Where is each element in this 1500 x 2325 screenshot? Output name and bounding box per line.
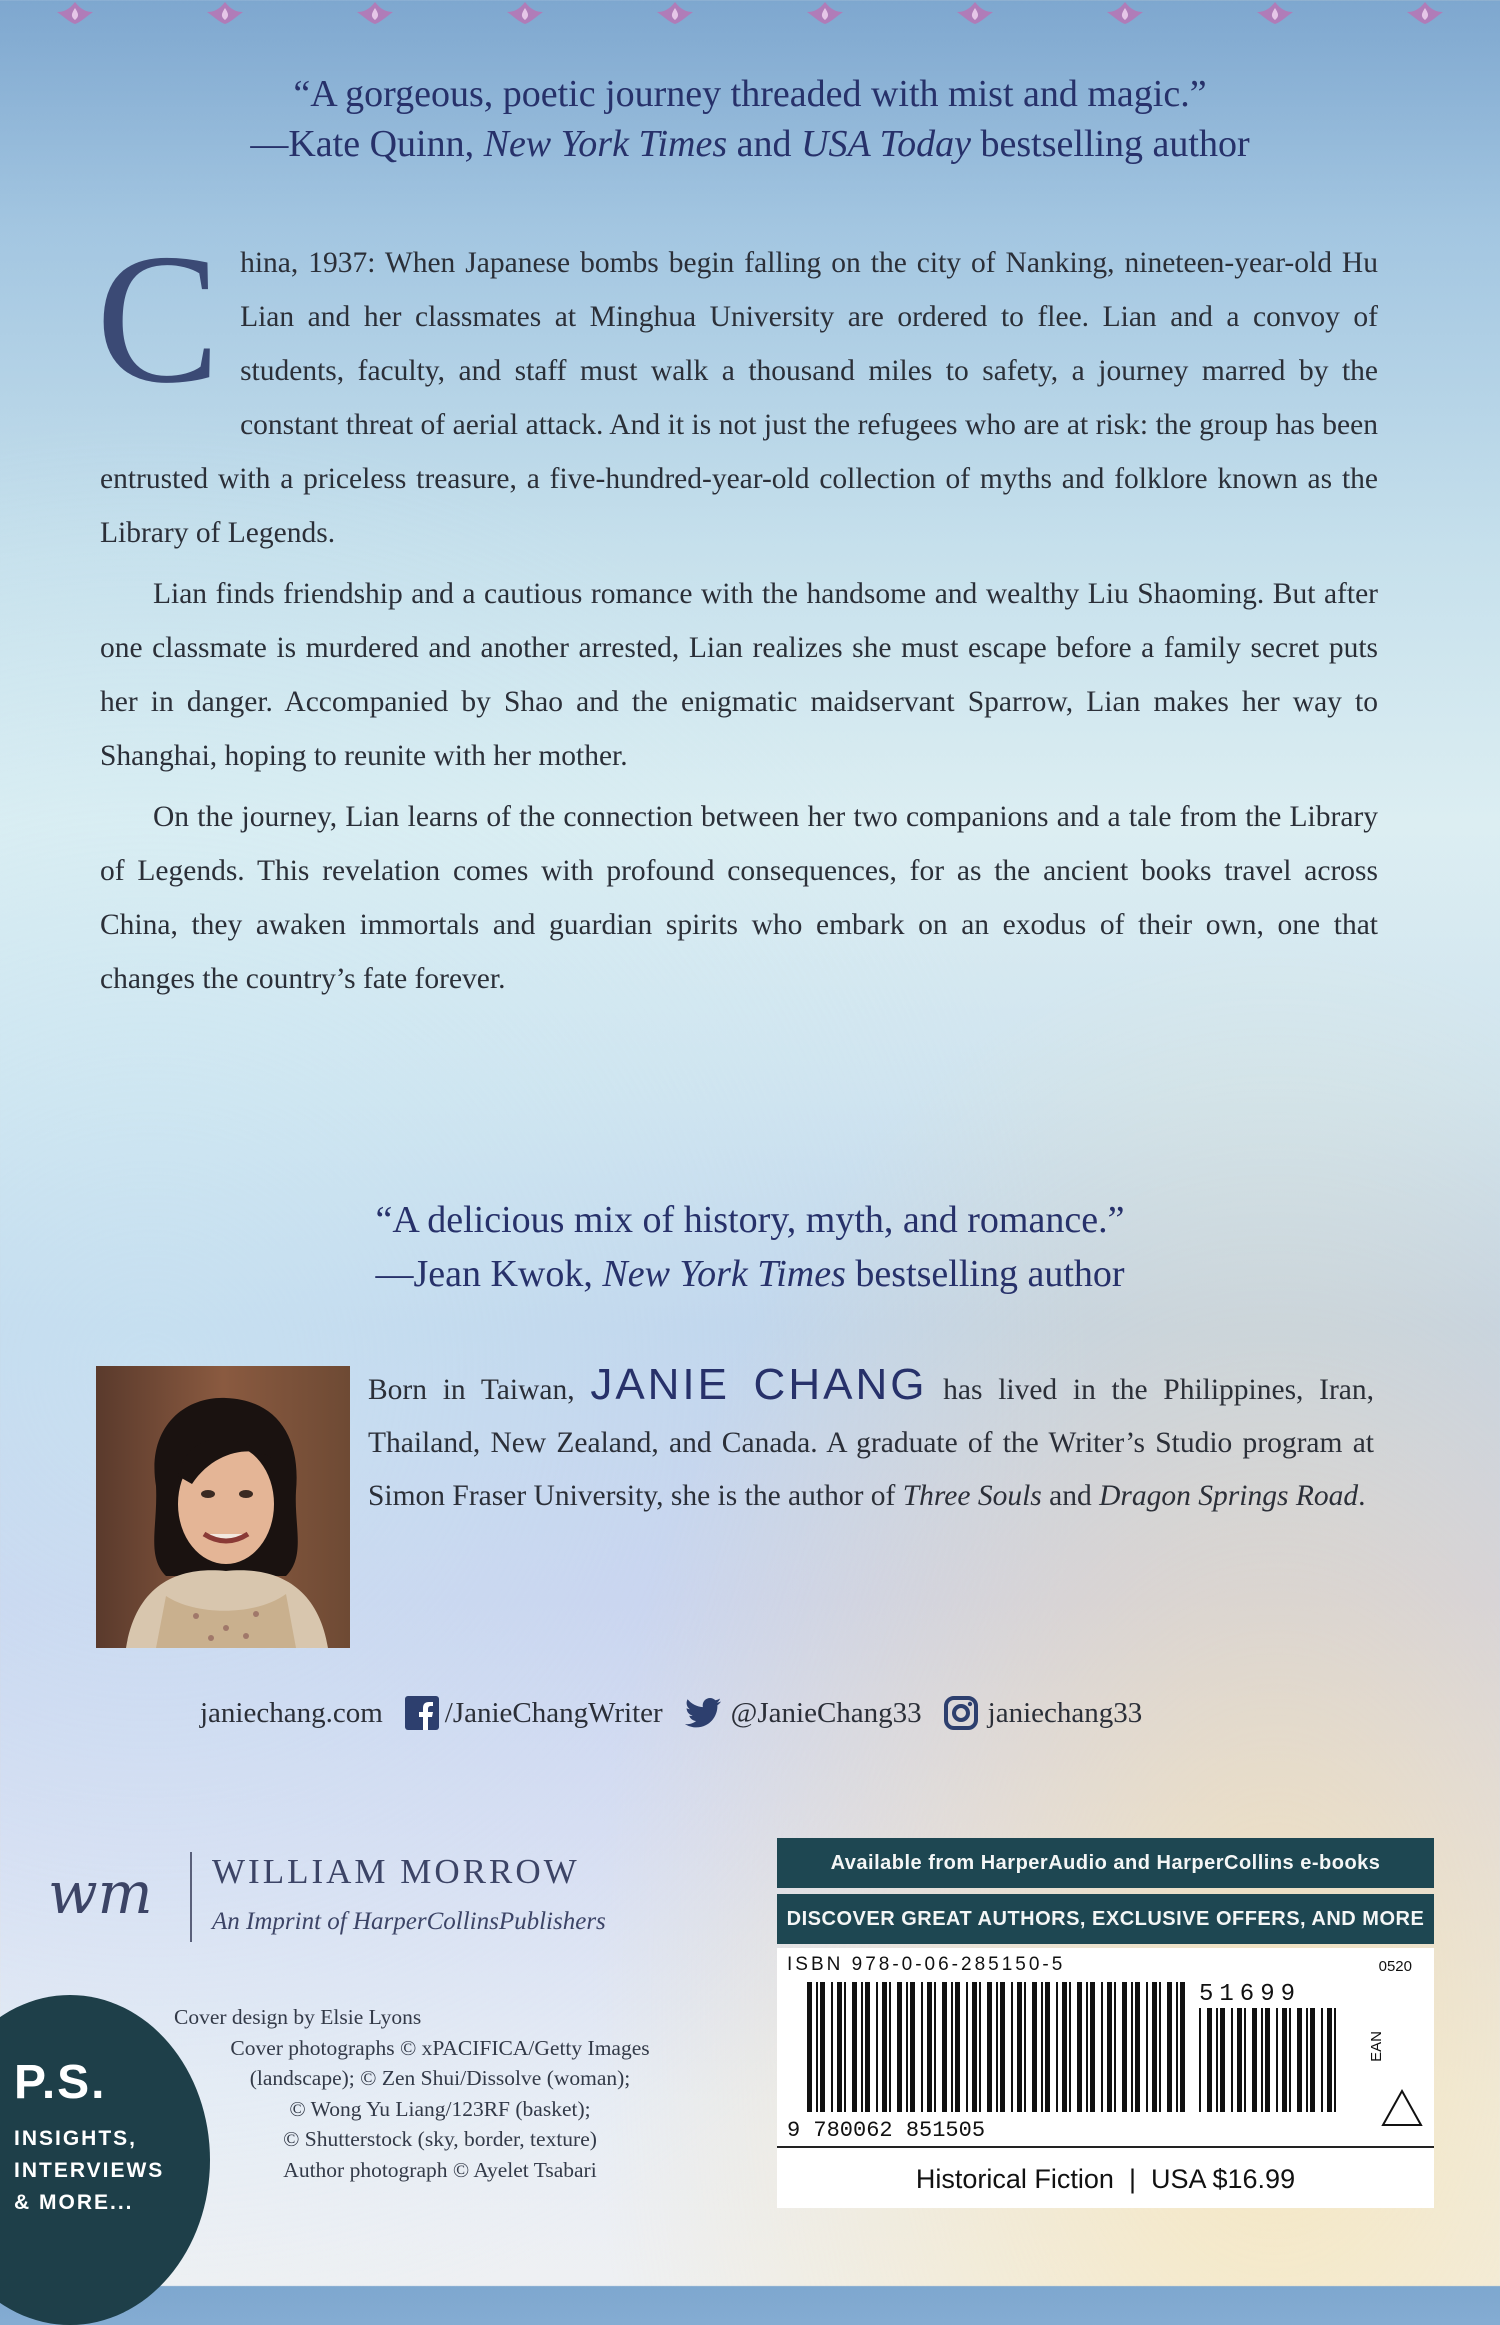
barcode-bar bbox=[1107, 1982, 1112, 2112]
barcode-bar bbox=[1244, 2008, 1246, 2112]
barcode-bar bbox=[1265, 2008, 1270, 2112]
bio-text: and bbox=[1041, 1480, 1100, 1512]
top-quote-attribution bbox=[0, 122, 1500, 166]
barcode-bar bbox=[1114, 1982, 1116, 2112]
barcode-bar bbox=[996, 1982, 998, 2112]
barcode-bar bbox=[1220, 2008, 1225, 2112]
ps-line: INSIGHTS, bbox=[14, 2127, 138, 2150]
barcode-bar bbox=[1062, 1982, 1067, 2112]
ean-triangle-icon bbox=[1380, 2088, 1424, 2128]
category-price-row bbox=[777, 2146, 1434, 2210]
social-links bbox=[200, 1696, 1300, 1730]
attribution-publication: USA Today bbox=[801, 123, 972, 165]
attribution-role: bestselling author bbox=[845, 1253, 1125, 1295]
barcode-bar bbox=[979, 1982, 981, 2112]
lotus-border-icon bbox=[1255, 0, 1295, 26]
book-title: Three Souls bbox=[902, 1480, 1042, 1512]
mid-endorsement bbox=[0, 1198, 1500, 1296]
lotus-border-icon bbox=[1105, 0, 1145, 26]
barcode-bar bbox=[927, 1982, 932, 2112]
website-link[interactable]: janiechang.com bbox=[200, 1696, 383, 1729]
author-photo bbox=[96, 1366, 350, 1648]
facebook-icon bbox=[405, 1696, 439, 1730]
barcode-bar bbox=[951, 1982, 953, 2112]
description-paragraph: Lian finds friendship and a cautious romance with the handsome and wealthy Liu Shaoming. But after one classmate is murdered and another arrested, Lian realizes she must escape before a family secret puts her in danger. Accompanied by Shao and the enigmatic maidservant Sparrow, Lian makes her way to Shanghai, hoping to reunite with her mother. bbox=[100, 578, 1378, 772]
attribution-publication: New York Times bbox=[483, 123, 728, 165]
publisher-divider bbox=[190, 1852, 192, 1942]
barcode-bar bbox=[1045, 1982, 1050, 2112]
lotus-border-icon bbox=[505, 0, 545, 26]
barcode-bar bbox=[1207, 2008, 1212, 2112]
barcode-bar bbox=[1231, 2008, 1233, 2112]
mid-quote-text: “A delicious mix of history, myth, and romance.” bbox=[375, 1199, 1125, 1241]
barcode-bar bbox=[1017, 1982, 1022, 2112]
lotus-border-icon bbox=[355, 0, 395, 26]
barcode-bar bbox=[1077, 1982, 1082, 2112]
barcode-bar bbox=[844, 1982, 846, 2112]
promo-bar: DISCOVER GREAT AUTHORS, EXCLUSIVE OFFERS, AND MORE bbox=[777, 1894, 1434, 1944]
barcode-bar bbox=[1041, 1982, 1043, 2112]
bio-text: Born in Taiwan, bbox=[368, 1374, 591, 1406]
barcode-bar bbox=[1056, 1982, 1058, 2112]
barcode-bar bbox=[1011, 1982, 1013, 2112]
instagram-link[interactable]: janiechang33 bbox=[987, 1696, 1143, 1729]
credit-line: © Shutterstock (sky, border, texture) bbox=[283, 2127, 597, 2151]
barcode-bar bbox=[1297, 2008, 1302, 2112]
author-name: JANIE CHANG bbox=[590, 1360, 928, 1409]
lotus-border-icon bbox=[205, 0, 245, 26]
lotus-border-icon bbox=[655, 0, 695, 26]
imprint-suffix: Publishers bbox=[498, 1908, 606, 1935]
twitter-icon bbox=[685, 1698, 721, 1728]
barcode-bar bbox=[1237, 2008, 1242, 2112]
barcode-bar bbox=[1282, 2008, 1287, 2112]
description-paragraph bbox=[96, 216, 1378, 560]
barcode-bar bbox=[876, 1982, 878, 2112]
drop-cap: C bbox=[96, 216, 221, 422]
barcode-bar bbox=[1180, 1982, 1185, 2112]
price-label: USA $16.99 bbox=[1150, 2164, 1296, 2194]
attribution-name: —Jean Kwok, bbox=[375, 1253, 603, 1295]
bio-text: . bbox=[1358, 1480, 1366, 1512]
barcode-bar bbox=[942, 1982, 947, 2112]
barcode-bar bbox=[1289, 2008, 1291, 2112]
availability-bar: Available from HarperAudio and HarperCollins e-books bbox=[777, 1838, 1434, 1888]
mid-quote-attribution bbox=[0, 1252, 1500, 1296]
cover-credits bbox=[140, 2002, 740, 2185]
bio-text: has lived in the Philippines, Iran, Thailand, New Zealand, and Canada. A graduate of the Writer’s Studio program at Simon Fraser University, she is the author of bbox=[368, 1374, 1374, 1512]
barcode-bar bbox=[882, 1982, 887, 2112]
lotus-border-icon bbox=[955, 0, 995, 26]
barcode-bar bbox=[1135, 1982, 1140, 2112]
barcode-bar bbox=[1024, 1982, 1026, 2112]
twitter-link[interactable]: @JanieChang33 bbox=[730, 1696, 922, 1729]
barcode-bar bbox=[831, 1982, 833, 2112]
publisher-name: WILLIAM MORROW bbox=[212, 1852, 580, 1891]
ps-title: P.S. bbox=[14, 2056, 107, 2109]
barcode-bar bbox=[1252, 2008, 1257, 2112]
category-label: Historical Fiction bbox=[915, 2164, 1114, 2194]
barcode-bar bbox=[1122, 1982, 1127, 2112]
barcode-bar bbox=[1131, 1982, 1133, 2112]
ps-line: INTERVIEWS bbox=[14, 2159, 165, 2182]
instagram-icon bbox=[944, 1696, 978, 1730]
isbn-barcode bbox=[787, 1978, 1367, 2143]
barcode-bar bbox=[1101, 1982, 1103, 2112]
credit-line: Author photograph © Ayelet Tsabari bbox=[283, 2157, 597, 2182]
barcode-bar bbox=[1090, 1982, 1095, 2112]
barcode-bar bbox=[861, 1982, 863, 2112]
barcode-bar bbox=[955, 1982, 960, 2112]
retail-block bbox=[777, 1838, 1434, 2208]
barcode-bar bbox=[1086, 1982, 1088, 2112]
barcode-bar bbox=[1327, 2008, 1332, 2112]
top-quote-text: “A gorgeous, poetic journey threaded with mist and magic.” bbox=[293, 73, 1207, 115]
credit-line: (landscape); © Zen Shui/Dissolve (woman); bbox=[249, 2066, 631, 2090]
william-morrow-logo bbox=[44, 1857, 184, 1937]
barcode-bar bbox=[1152, 1982, 1157, 2112]
barcode-digits: 9 780062 851505 bbox=[787, 2118, 986, 2143]
barcode-bar bbox=[966, 1982, 968, 2112]
barcode-bar bbox=[934, 1982, 936, 2112]
credit-line: © Wong Yu Liang/123RF (basket); bbox=[289, 2096, 591, 2121]
barcode-bar bbox=[1199, 2008, 1201, 2112]
barcode-bar bbox=[1276, 2008, 1278, 2112]
credit-line: Cover photographs © xPACIFICA/Getty Images bbox=[230, 2035, 650, 2060]
svg-text:wm: wm bbox=[48, 1859, 153, 1927]
description-text: hina, 1937: When Japanese bombs begin falling on the city of Nanking, nineteen-year-old Hu Lian and her classmates at Minghua University are ordered to flee. Lian and a convoy of students, faculty, and staff must walk a thousand miles to safety, a journey marred by the constant threat of aerial attack. And it is not just the refugees who are at risk: the group has been entrusted with a priceless treasure, a five-hundred-year-old collection of myths and folklore known as the Library of Legends. bbox=[100, 247, 1378, 549]
book-title: Dragon Springs Road bbox=[1099, 1480, 1359, 1512]
barcode-bar bbox=[1000, 1982, 1005, 2112]
barcode-bar bbox=[1334, 2008, 1336, 2112]
lotus-border-icon bbox=[805, 0, 845, 26]
top-endorsement bbox=[0, 72, 1500, 166]
barcode-bar bbox=[1176, 1982, 1178, 2112]
separator: | bbox=[1128, 2164, 1136, 2194]
barcode-bar bbox=[1069, 1982, 1071, 2112]
barcode-bar bbox=[1032, 1982, 1037, 2112]
product-code: 0520 bbox=[1378, 1958, 1412, 1975]
barcode-bar bbox=[897, 1982, 902, 2112]
price-code-digits: 51699 bbox=[1199, 1981, 1302, 2008]
attribution-role: bestselling author bbox=[971, 123, 1250, 165]
barcode-bar bbox=[1167, 1982, 1172, 2112]
lotus-border-icon bbox=[55, 0, 95, 26]
barcode-bar bbox=[837, 1982, 842, 2112]
barcode-bar bbox=[1216, 2008, 1218, 2112]
barcode-bar bbox=[1321, 2008, 1323, 2112]
barcode-bar bbox=[865, 1982, 870, 2112]
barcode-bar bbox=[852, 1982, 857, 2112]
barcode-bar bbox=[1306, 2008, 1308, 2112]
barcode-bar bbox=[910, 1982, 915, 2112]
lotus-border-icon bbox=[1405, 0, 1445, 26]
book-description bbox=[96, 216, 1378, 1006]
barcode-bar bbox=[889, 1982, 891, 2112]
barcode-bar bbox=[807, 1982, 812, 2112]
imprint-text: An Imprint of HarperCollins bbox=[212, 1908, 499, 1935]
barcode-bar bbox=[1261, 2008, 1263, 2112]
credit-line: Cover design by Elsie Lyons bbox=[174, 2005, 422, 2029]
ps-line: & MORE... bbox=[14, 2191, 134, 2214]
attribution-name: —Kate Quinn, bbox=[250, 123, 484, 165]
author-bio bbox=[368, 1358, 1374, 1523]
ean-label: EAN bbox=[1368, 2031, 1386, 2062]
barcode-bar bbox=[1310, 2008, 1315, 2112]
attribution-and: and bbox=[727, 123, 802, 165]
isbn-text: ISBN 978-0-06-285150-5 bbox=[787, 1954, 1066, 1975]
barcode-bar bbox=[816, 1982, 818, 2112]
barcode-panel bbox=[777, 1948, 1434, 2208]
barcode-bar bbox=[1146, 1982, 1148, 2112]
barcode-bar bbox=[1159, 1982, 1161, 2112]
barcode-bar bbox=[906, 1982, 908, 2112]
decorative-border bbox=[0, 0, 1500, 34]
barcode-bar bbox=[820, 1982, 825, 2112]
barcode-bar bbox=[972, 1982, 977, 2112]
publisher-imprint bbox=[212, 1908, 606, 1936]
attribution-publication: New York Times bbox=[602, 1253, 846, 1295]
barcode-bar bbox=[987, 1982, 992, 2112]
barcode-bar bbox=[921, 1982, 923, 2112]
description-paragraph: On the journey, Lian learns of the connection between her two companions and a tale from the Library of Legends. This revelation comes with profound consequences, for as the ancient books travel across China, they awaken immortals and guardian spirits who embark on an exodus of their own, one that changes the country’s fate forever. bbox=[100, 801, 1378, 995]
facebook-link[interactable]: /JanieChangWriter bbox=[444, 1696, 663, 1729]
